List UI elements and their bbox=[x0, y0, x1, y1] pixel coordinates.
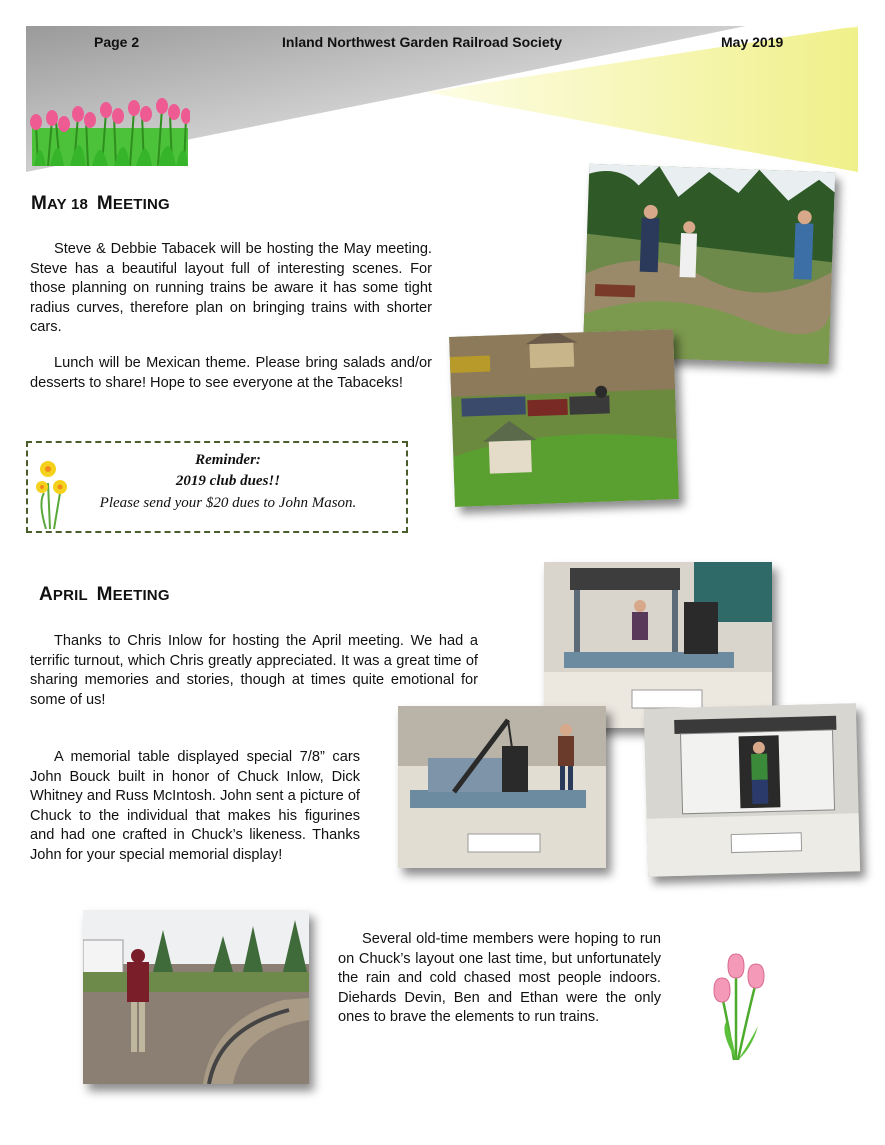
may-meeting-paragraph-1: Steve & Debbie Tabacek will be hosting the May meeting. Steve has a beautiful layout full of interesting scenes. For those planning on running trains be aware it has some tight radius curves, therefore plan on bringing trains with shorter cars. bbox=[30, 241, 432, 336]
photo-russ-mcintosh-car bbox=[644, 703, 860, 876]
april-meeting-paragraph-1: Thanks to Chris Inlow for hosting the April meeting. We had a terrific turnout, which Chris greatly appreciated. It was a great time of sharing memories and stories, though at times quite emotional for some of us! bbox=[30, 633, 478, 708]
april-meeting-heading: APRIL MEETING bbox=[39, 584, 170, 605]
photo-outdoor-layout-rain bbox=[83, 910, 309, 1084]
issue-date: May 2019 bbox=[721, 34, 784, 50]
dues-reminder-box bbox=[26, 441, 408, 533]
photo-garden-trains bbox=[449, 329, 679, 507]
photo-dick-whitney-car bbox=[398, 706, 606, 868]
reminder-title: Reminder: bbox=[195, 452, 261, 468]
april-meeting-paragraph-2: A memorial table displayed special 7/8” cars John Bouck built in honor of Chuck Inlow, Dick Whitney and Russ McIntosh. John sent a picture of Chuck to the individual that makes his figurines and had one crafted in Chuck’s likeness. Thanks John for your special memorial display! bbox=[30, 749, 360, 863]
photo-chuck-inlow-car bbox=[544, 562, 772, 728]
pink-tulips-icon bbox=[712, 952, 770, 1062]
april-meeting-paragraph-3: Several old-time members were hoping to run on Chuck’s layout one last time, but unfortunately the rain and cold chased most people indoors. Diehards Devin, Ben and Ethan were the only ones to brave the elements to run trains. bbox=[338, 931, 661, 1026]
page-number: Page 2 bbox=[94, 34, 140, 50]
tulip-cluster-icon bbox=[30, 94, 190, 166]
reminder-instructions: Please send your $20 dues to John Mason. bbox=[99, 495, 357, 511]
newsletter-title: Inland Northwest Garden Railroad Society bbox=[282, 34, 563, 50]
may-meeting-paragraph-2: Lunch will be Mexican theme. Please bring salads and/or desserts to share! Hope to see everyone at the Tabaceks! bbox=[30, 355, 432, 391]
may-meeting-heading: MAY 18 MEETING bbox=[31, 193, 170, 214]
reminder-dues-line: 2019 club dues!! bbox=[175, 473, 281, 489]
